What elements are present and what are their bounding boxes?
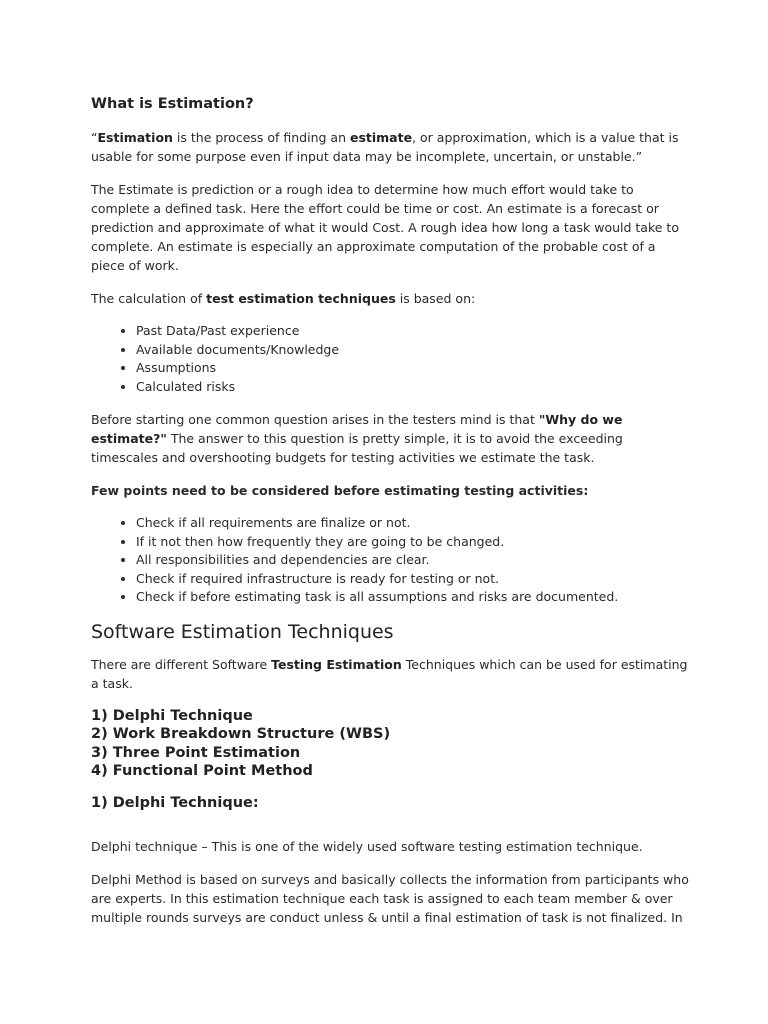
technique-item: 1) Delphi Technique <box>91 707 253 724</box>
list-item: • Calculated risks <box>136 378 691 397</box>
document-content <box>91 96 691 941</box>
term-estimation: Estimation <box>97 130 173 145</box>
intro-post: Techniques which can be used for estimating a task. <box>91 656 688 691</box>
techniques-list <box>91 707 691 781</box>
basis-list <box>91 322 691 396</box>
technique-item: 2) Work Breakdown Structure (WBS) <box>91 726 391 742</box>
check-list <box>91 514 691 607</box>
term-estimate: estimate <box>349 130 413 145</box>
definition-text-2: , or approximation, which is a value that is usable for some purpose even if input data may be incomplete, uncertain, or unstable.” <box>91 130 679 164</box>
list-item: • All responsibilities and dependencies are clear. <box>136 551 691 570</box>
calc-pre: The calculation of <box>91 291 207 306</box>
intro-bold: Testing Estimation <box>271 656 402 672</box>
technique-item: 4) Functional Point Method <box>91 763 313 779</box>
technique-item: 3) Three Point Estimation <box>91 744 301 761</box>
list-item: • Available documents/Knowledge <box>136 341 691 360</box>
why-post: The answer to this question is pretty simple, it is to avoid the exceeding timescales and overshooting budgets for testing activities we estimate the task. <box>91 431 623 465</box>
definition-text-1: is the process of finding an <box>172 130 350 145</box>
why-pre: Before starting one common question arises in the testers mind is that <box>91 412 539 427</box>
calculation-paragraph <box>91 289 691 308</box>
heading-what-is-estimation: What is Estimation? <box>91 96 254 112</box>
list-item: • Check if before estimating task is all assumptions and risks are documented. <box>136 588 691 607</box>
definition-paragraph <box>91 128 691 166</box>
delphi-heading: 1) Delphi Technique: <box>91 794 259 811</box>
section-title: Software Estimation Techniques <box>91 620 394 643</box>
why-bold: "Why do we estimate?" <box>91 412 623 446</box>
calc-post: is based on: <box>395 291 476 306</box>
intro-pre: There are different Software <box>91 656 272 672</box>
calc-bold: test estimation techniques <box>206 291 396 306</box>
list-item: • Check if required infrastructure is ready for testing or not. <box>136 570 691 589</box>
delphi-paragraph-1: Delphi technique – This is one of the widely used software testing estimation technique. <box>91 838 643 854</box>
open-quote: “ <box>91 130 98 145</box>
few-points-heading: Few points need to be considered before estimating testing activities: <box>91 483 589 498</box>
list-item: • Assumptions <box>136 359 691 378</box>
techniques-intro <box>91 655 691 693</box>
list-item: • Check if all requirements are finalize or not. <box>136 514 691 533</box>
list-item: • Past Data/Past experience <box>136 322 691 341</box>
why-estimate-paragraph <box>91 410 691 467</box>
estimate-paragraph: The Estimate is prediction or a rough idea to determine how much effort would take to complete a defined task. Here the effort could be time or cost. An estimate is a forecast or prediction and approximate of what it would Cost. A rough idea how long a task would take to complete. An estimate is especially an approximate computation of the probable cost of a piece of work. <box>91 182 679 273</box>
list-item: • If it not then how frequently they are going to be changed. <box>136 533 691 552</box>
delphi-paragraph-2: Delphi Method is based on surveys and basically collects the information from participants who are experts. In this estimation technique each task is assigned to each team member & over multiple rounds surveys are conduct unless & until a final estimation of task is not finalized. In <box>91 871 689 925</box>
